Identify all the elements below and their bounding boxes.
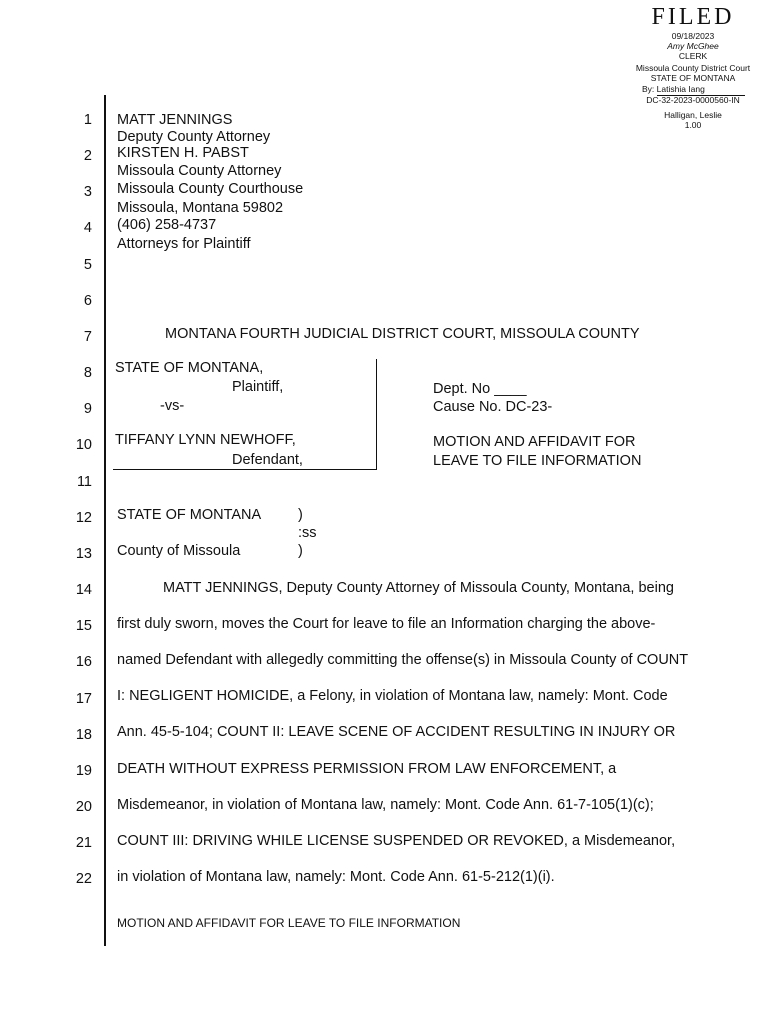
defendant-role: Defendant,	[232, 452, 303, 468]
stamp-case-number: DC-32-2023-0000560-IN	[646, 94, 740, 105]
stamp-by-name: Latishia Iang	[657, 84, 745, 96]
margin-rule	[104, 95, 106, 946]
line-number: 10	[75, 437, 92, 453]
body-line: COUNT III: DRIVING WHILE LICENSE SUSPENDED OR REVOKED, a Misdemeanor,	[117, 833, 676, 849]
attorney-line: (406) 258-4737	[117, 217, 217, 233]
line-number: 4	[83, 220, 92, 236]
page-footer: MOTION AND AFFIDAVIT FOR LEAVE TO FILE INFORMATION	[117, 916, 461, 930]
body-line: MATT JENNINGS, Deputy County Attorney of Missoula County, Montana, being	[163, 580, 674, 596]
venue-state: STATE OF MONTANA	[117, 507, 262, 523]
attorney-line: Missoula County Courthouse	[117, 181, 304, 197]
line-number: 3	[83, 184, 92, 200]
body-line: first duly sworn, moves the Court for leave to file an Information charging the above-	[117, 616, 656, 632]
attorney-line: MATT JENNINGS	[117, 112, 233, 128]
clerk-name: Amy McGhee	[667, 40, 719, 51]
cause-number: Cause No. DC-23-	[433, 399, 553, 415]
plaintiff-role: Plaintiff,	[232, 379, 284, 395]
line-number: 21	[75, 835, 92, 851]
versus-label: -vs-	[160, 398, 185, 414]
body-line: I: NEGLIGENT HOMICIDE, a Felony, in violation of Montana law, namely: Mont. Code	[117, 688, 668, 704]
filed-heading: FILED	[651, 4, 735, 30]
line-number: 2	[83, 148, 92, 164]
body-line: Misdemeanor, in violation of Montana law, namely: Mont. Code Ann. 61-7-105(1)(c);	[117, 797, 654, 813]
line-number: 17	[75, 691, 92, 707]
venue-paren: )	[298, 543, 303, 559]
stamp-version: 1.00	[684, 119, 702, 130]
body-line: named Defendant with allegedly committing the offense(s) in Missoula County of COUNT	[117, 652, 689, 668]
line-number: 11	[76, 474, 92, 490]
line-number: 12	[75, 510, 92, 526]
filed-date: 09/18/2023	[671, 31, 715, 41]
line-number: 5	[83, 257, 92, 273]
line-number: 13	[75, 546, 92, 562]
document-title-line-2: LEAVE TO FILE INFORMATION	[433, 453, 642, 469]
venue-county: County of Missoula	[117, 543, 241, 559]
line-number: 6	[83, 293, 92, 309]
line-number: 7	[83, 329, 92, 345]
body-line: in violation of Montana law, namely: Mont. Code Ann. 61-5-212(1)(i).	[117, 869, 555, 885]
venue-ss: :ss	[298, 525, 317, 541]
line-number: 19	[75, 763, 92, 779]
line-number: 8	[83, 365, 92, 381]
clerk-title: CLERK	[678, 50, 708, 61]
attorney-line: KIRSTEN H. PABST	[117, 145, 249, 161]
attorney-line: Attorneys for Plaintiff	[117, 236, 251, 252]
stamp-judge: Halligan, Leslie	[664, 109, 722, 120]
plaintiff-name: STATE OF MONTANA,	[115, 360, 264, 376]
stamp-court: Missoula County District Court	[635, 63, 751, 74]
attorney-line: Missoula, Montana 59802	[117, 200, 284, 216]
defendant-name: TIFFANY LYNN NEWHOFF,	[115, 432, 296, 448]
body-line: DEATH WITHOUT EXPRESS PERMISSION FROM LAW ENFORCEMENT, a	[117, 761, 617, 777]
line-number: 22	[75, 871, 92, 887]
venue-paren: )	[298, 507, 303, 523]
line-number: 18	[75, 727, 92, 743]
line-number: 16	[75, 654, 92, 670]
attorney-line: Missoula County Attorney	[117, 163, 282, 179]
filing-stamp	[628, 0, 758, 130]
line-number: 1	[83, 112, 92, 128]
dept-number: Dept. No ____	[433, 381, 527, 397]
body-line: Ann. 45-5-104; COUNT II: LEAVE SCENE OF ACCIDENT RESULTING IN INJURY OR	[117, 724, 676, 740]
stamp-by-label: By:	[642, 83, 655, 94]
line-number: 9	[83, 401, 92, 417]
attorney-line: Deputy County Attorney	[117, 129, 271, 145]
line-number: 15	[75, 618, 92, 634]
stamp-state: STATE OF MONTANA	[650, 73, 736, 84]
document-title-line-1: MOTION AND AFFIDAVIT FOR	[433, 434, 636, 450]
line-number: 20	[75, 799, 92, 815]
court-title: MONTANA FOURTH JUDICIAL DISTRICT COURT, MISSOULA COUNTY	[165, 326, 640, 342]
line-number: 14	[75, 582, 92, 598]
